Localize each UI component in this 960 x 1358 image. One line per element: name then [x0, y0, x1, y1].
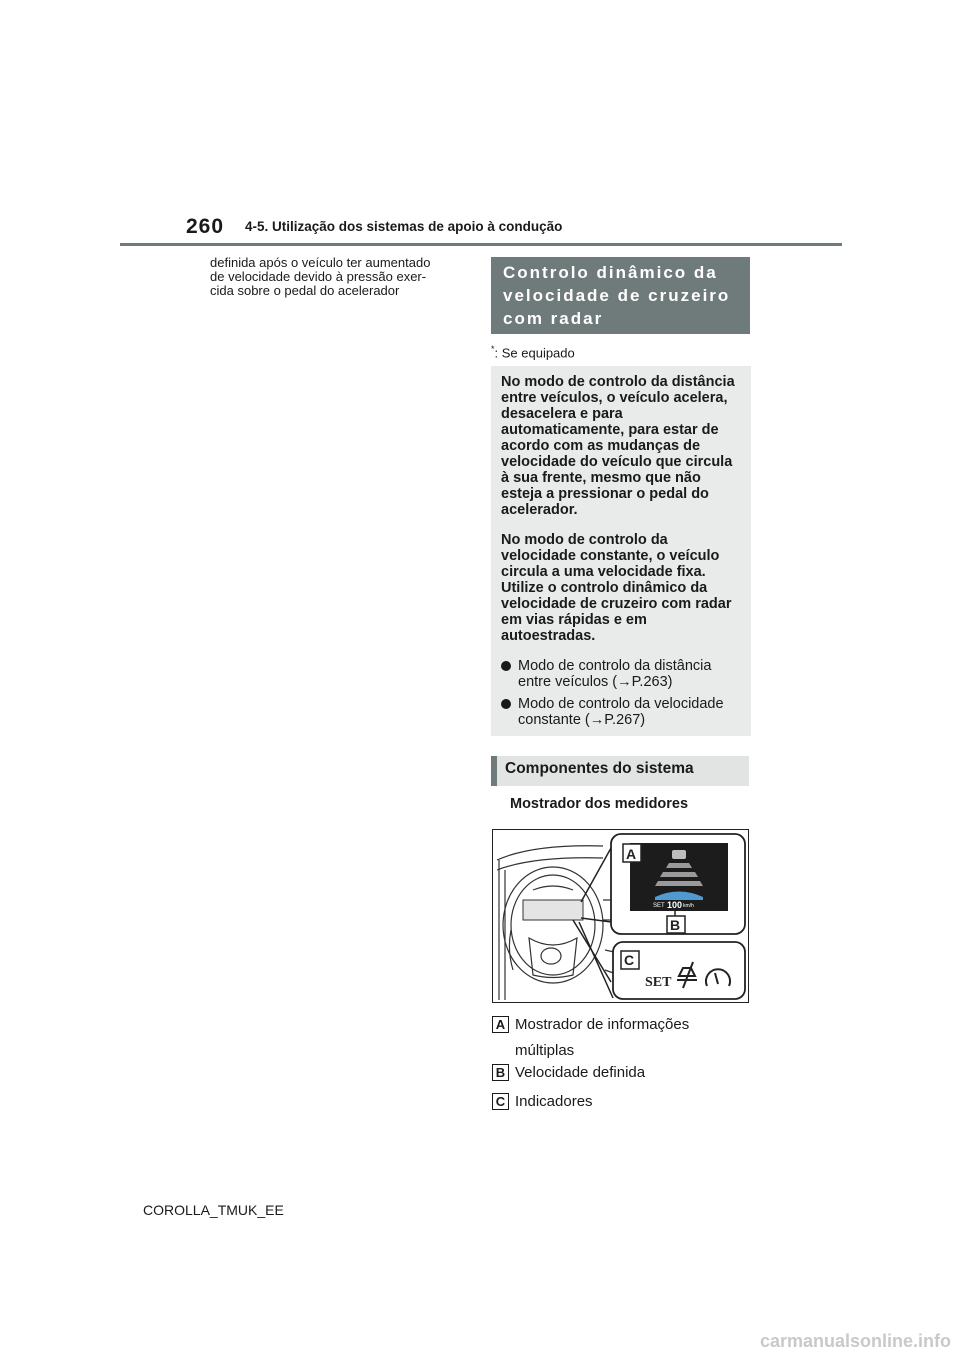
mode-list-item — [501, 658, 741, 690]
left-column-text — [210, 256, 470, 298]
legend-label-a: A — [492, 1016, 509, 1033]
legend-item-a — [492, 1012, 745, 1064]
info-paragraph-constant-mode: No modo de controlo da velocidade constante, o veículo circula a uma velocidade fixa. Utilize o controlo dinâmico da velocidade de cruzeiro com radar em vias rápidas e em autoestradas. — [501, 532, 732, 644]
components-heading: Componentes do sistema — [491, 756, 749, 786]
bullet-icon — [501, 699, 511, 709]
watermark: carmanualsonline.info — [759, 1331, 951, 1351]
legend-label-b: B — [492, 1064, 509, 1081]
instrument-cluster-figure — [492, 829, 749, 1003]
callout-a-label: A — [626, 846, 637, 862]
mode-link-distance[interactable]: Modo de controlo da distância entre veículos (→P.263) — [518, 658, 712, 690]
info-box — [491, 366, 751, 736]
footnote-mark: * — [491, 344, 495, 354]
page-number: 260 — [186, 215, 225, 238]
info-paragraph-distance-mode: No modo de controlo da distância entre veículos, o veículo acelera, desacelera e para automaticamente, para estar de acordo com as mudanças de velocidade do veículo que circula à sua frente, mesmo que não esteja a pressionar o pedal do acelerador. — [501, 374, 735, 518]
footnote — [491, 344, 575, 360]
mode-link-constant[interactable]: Modo de controlo da velocidade constante (→P.267) — [518, 696, 724, 728]
legend-text-a: Mostrador de informações múltiplas — [515, 1016, 690, 1059]
header-rule — [120, 243, 842, 246]
display-speed-text: 100 — [667, 900, 683, 910]
left-text-line: definida após o veículo ter aumentado — [210, 255, 431, 270]
display-set-text: SET — [653, 903, 665, 909]
cluster-illustration — [493, 830, 748, 1002]
callout-b-label: B — [670, 917, 681, 933]
mode-list-item — [501, 696, 741, 728]
section-title: 4-5. Utilização dos sistemas de apoio à condução — [245, 219, 563, 234]
bullet-icon — [501, 661, 511, 671]
main-heading-line: Controlo dinâmico da — [503, 263, 718, 282]
meter-display-subheading: Mostrador dos medidores — [510, 796, 689, 812]
callout-c-label: C — [624, 952, 635, 968]
footnote-text: : Se equipado — [494, 345, 575, 361]
meter-display-sketch — [523, 900, 583, 920]
legend-label-c: C — [492, 1093, 509, 1110]
main-heading-line: velocidade de cruzeiro — [503, 286, 731, 305]
set-indicator-text: SET — [645, 975, 672, 990]
main-heading — [491, 257, 750, 334]
footer-model-code: COROLLA_TMUK_EE — [143, 1202, 284, 1218]
left-text-line: cida sobre o pedal do acelerador — [210, 283, 400, 298]
display-unit-text: km/h — [683, 903, 694, 909]
main-heading-line: com radar — [503, 309, 604, 328]
legend-text-c: Indicadores — [515, 1093, 593, 1110]
left-text-line: de velocidade devido à pressão exer- — [210, 269, 427, 284]
mode-list — [501, 658, 741, 728]
lead-vehicle-icon — [672, 850, 686, 859]
legend-item-c — [492, 1089, 745, 1115]
legend-item-b — [492, 1060, 745, 1086]
legend-text-b: Velocidade definida — [515, 1064, 646, 1081]
